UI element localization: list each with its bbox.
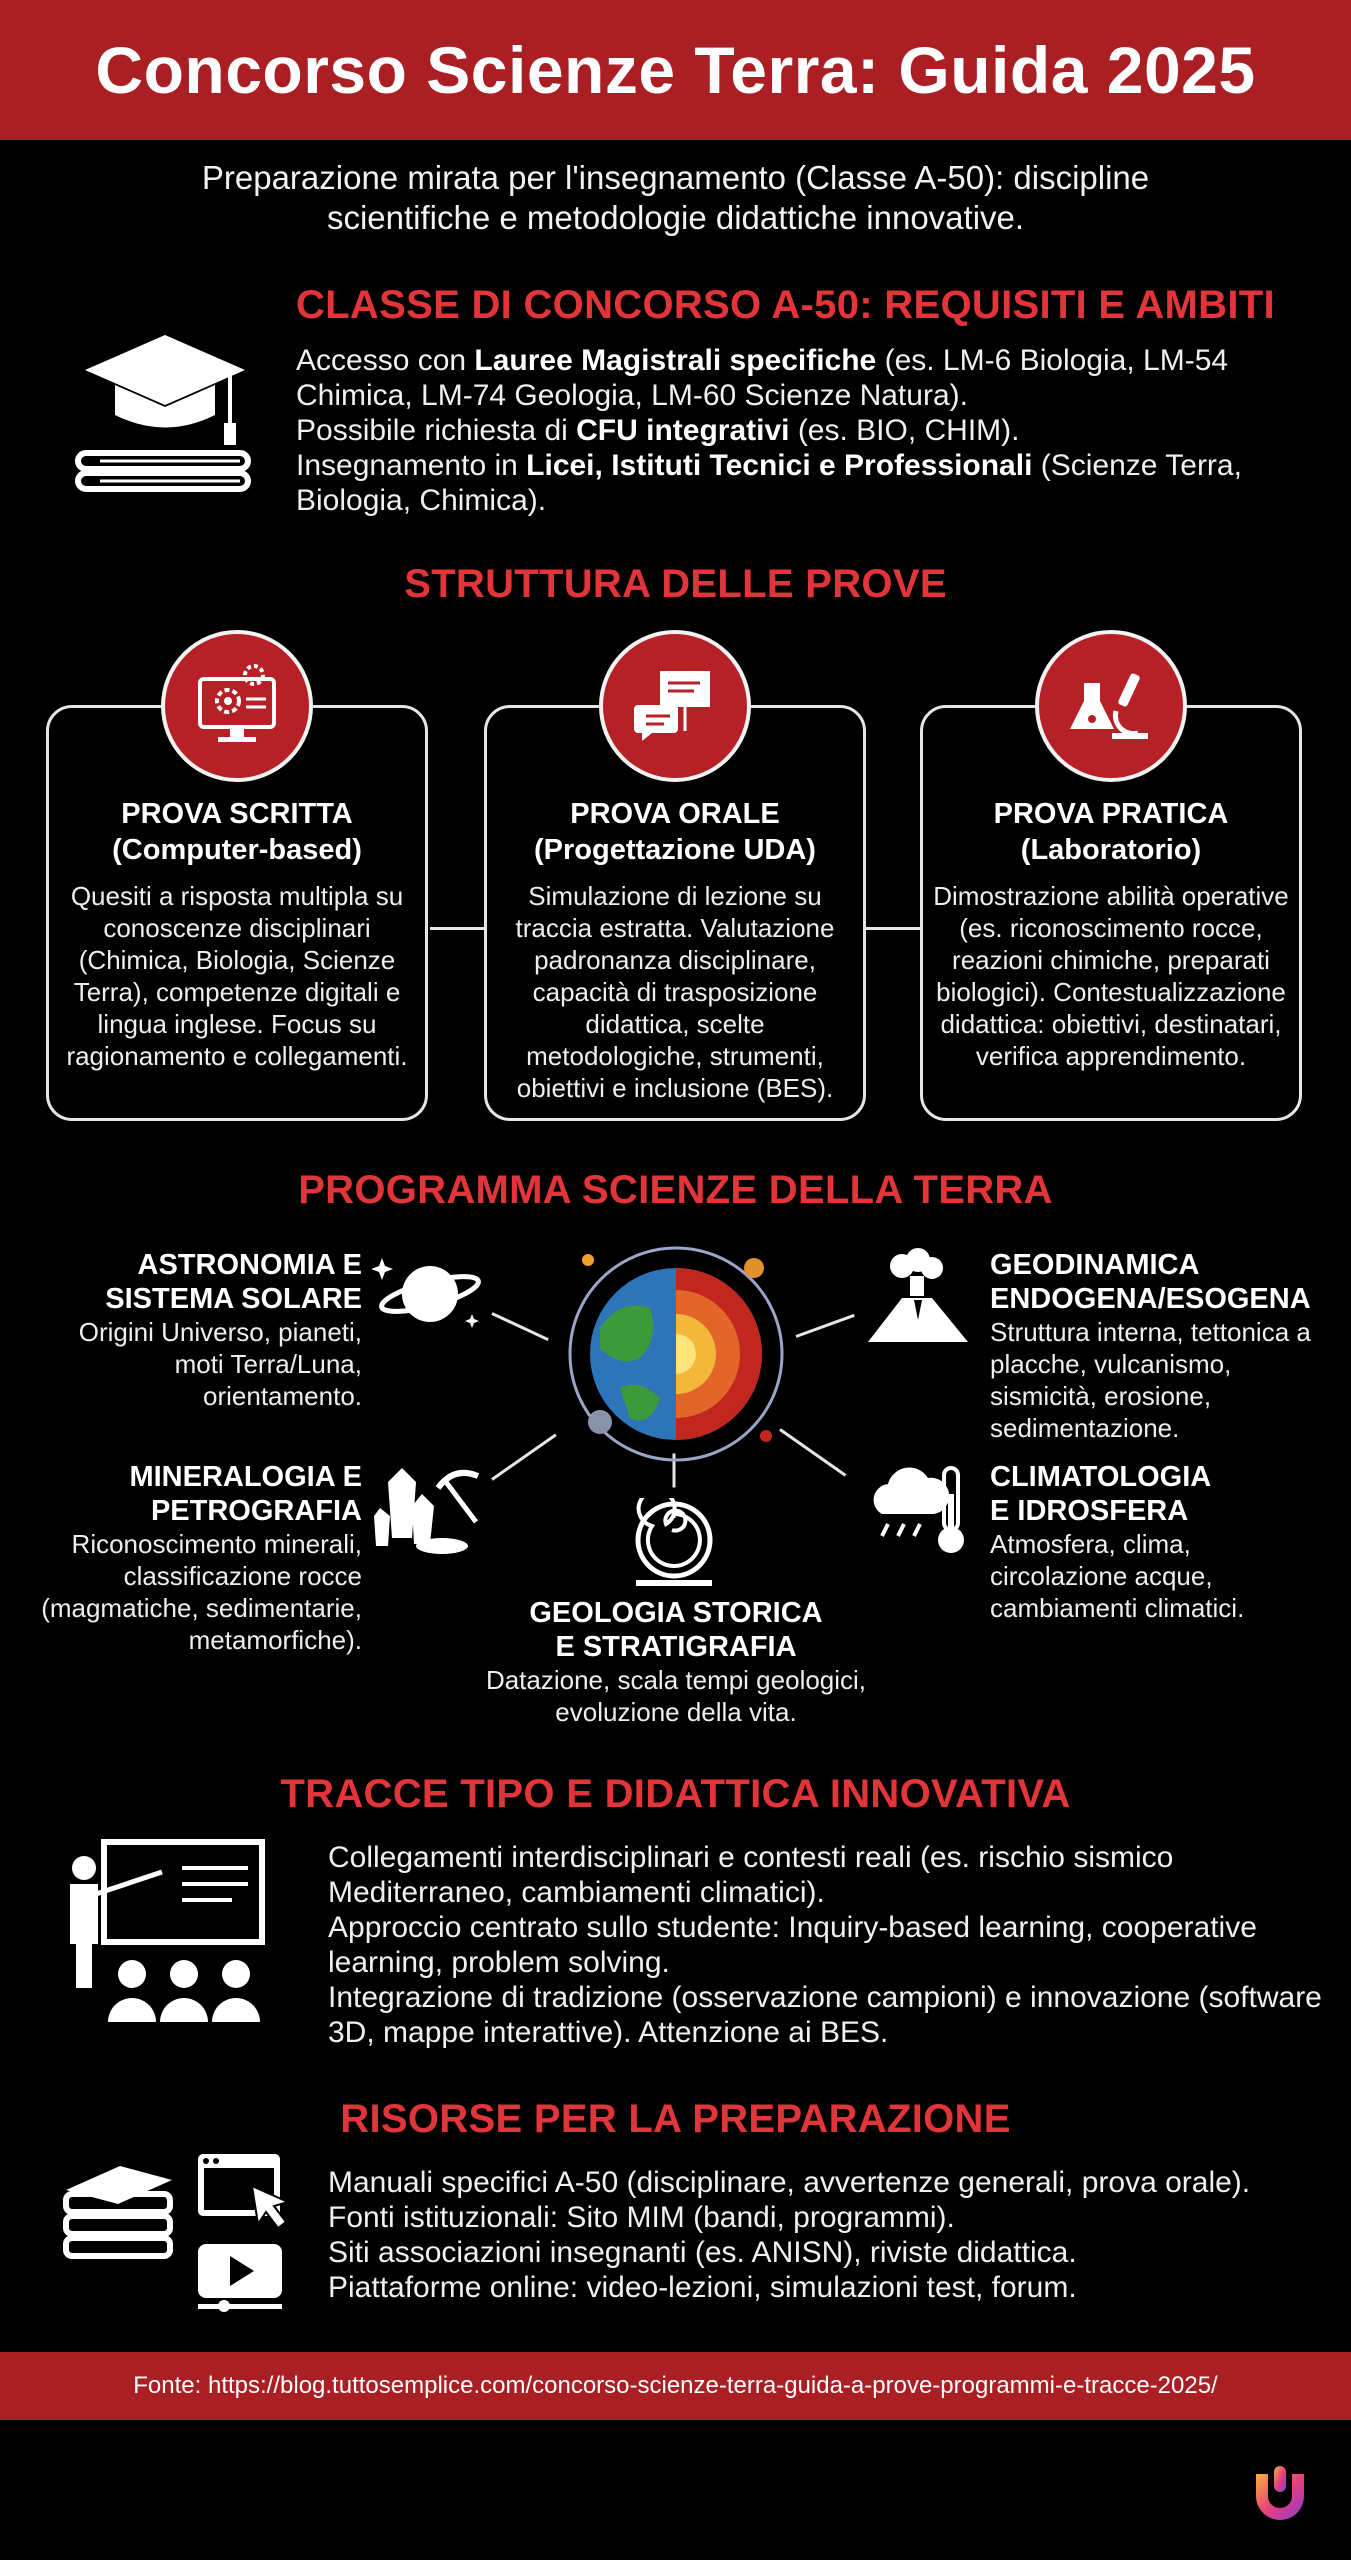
risorse-line: Siti associazioni insegnanti (es. ANISN), riviste didattica. <box>328 2236 1077 2269</box>
volcano-icon <box>862 1248 974 1348</box>
risorse-title: RISORSE PER LA PREPARAZIONE <box>340 2097 1011 2141</box>
connector-line <box>866 927 922 930</box>
requisiti-line: Insegnamento in Licei, Istituti Tecnici e Professionali (Scienze Terra, Biologia, Chimica). <box>296 449 1242 517</box>
connector-line <box>430 927 486 930</box>
spoke-line <box>491 1434 557 1481</box>
prova-pratica-card: PROVA PRATICA (Laboratorio) Dimostrazione abilità operative (es. riconoscimento rocce, reazioni chimiche, preparati biologici). Contestualizzazione didattica: obiettivi, destinatari, verifica apprendimento. <box>920 705 1302 1121</box>
header-banner <box>0 0 1351 140</box>
computer-gear-icon <box>161 630 313 782</box>
risorse-line: Manuali specifici A-50 (disciplinare, avvertenze generali, prova orale). <box>328 2166 1251 2199</box>
risorse-text <box>328 2165 1328 2305</box>
page-title: Concorso Scienze Terra: Guida 2025 <box>95 33 1256 107</box>
tracce-line: Collegamenti interdisciplinari e contesti reali (es. rischio sismico Mediterraneo, cambiamenti climatici). <box>328 1841 1174 1909</box>
browser-cursor-icon <box>196 2150 296 2232</box>
brand-logo-icon <box>1248 2462 1312 2526</box>
topic-geologia-storica: GEOLOGIA STORICA E STRATIGRAFIA Datazione, scala tempi geologici, evoluzione della vita. <box>485 1597 867 1727</box>
tracce-text <box>328 1840 1328 2050</box>
prova-scritta-card: PROVA SCRITTA (Computer-based) Quesiti a risposta multipla su conoscenze disciplinari (Chimica, Biologia, Scienze Terra), competenze digitali e lingua inglese. Focus su ragionamento e collegamenti. <box>46 705 428 1121</box>
crystal-pickaxe-icon <box>372 1458 490 1558</box>
microscope-flask-icon <box>1035 630 1187 782</box>
programma-title: PROGRAMMA SCIENZE DELLA TERRA <box>298 1168 1053 1212</box>
topic-mineralogia: MINERALOGIA E PETROGRAFIA Riconoscimento minerali, classificazione rocce (magmatiche, sedimentarie, metamorfiche). <box>41 1461 362 1655</box>
topic-astronomia: ASTRONOMIA E SISTEMA SOLARE Origini Universo, pianeti, moti Terra/Luna, orientamento. <box>78 1249 362 1411</box>
graduation-cap-books-icon <box>70 325 260 505</box>
tracce-line: Approccio centrato sullo studente: Inquiry-based learning, cooperative learning, problem solving. <box>328 1911 1257 1979</box>
risorse-line: Fonti istituzionali: Sito MIM (bandi, programmi). <box>328 2201 955 2234</box>
teacher-classroom-icon <box>62 1838 272 2028</box>
source-link-text: Fonte: https://blog.tuttosemplice.com/concorso-scienze-terra-guida-a-prove-programmi-e-tracce-2025/ <box>133 2372 1218 2399</box>
topic-climatologia: CLIMATOLOGIA E IDROSFERA Atmosfera, clima, circolazione acque, cambiamenti climatici. <box>990 1461 1245 1623</box>
tracce-line: Integrazione di tradizione (osservazione campioni) e innovazione (software 3D, mappe interattive). Attenzione ai BES. <box>328 1981 1322 2049</box>
spoke-line <box>795 1314 854 1338</box>
books-icon <box>60 2160 176 2260</box>
requisiti-line: Possibile richiesta di CFU integrativi (es. BIO, CHIM). <box>296 414 1020 447</box>
risorse-icons <box>60 2150 310 2320</box>
page-subtitle: Preparazione mirata per l'insegnamento (Classe A-50): discipline scientifiche e metodologie didattiche innovative. <box>201 159 1150 236</box>
topic-geodinamica: GEODINAMICA ENDOGENA/ESOGENA Struttura interna, tettonica a placche, vulcanismo, sismicità, erosione, sedimentazione. <box>990 1249 1311 1443</box>
requisiti-title: CLASSE DI CONCORSO A-50: REQUISITI E AMBITI <box>296 283 1275 327</box>
video-play-icon <box>196 2242 286 2314</box>
tracce-title: TRACCE TIPO E DIDATTICA INNOVATIVA <box>280 1772 1071 1816</box>
prova-orale-card: PROVA ORALE (Progettazione UDA) Simulazione di lezione su traccia estratta. Valutazione padronanza disciplinare, capacità di trasposizione didattica, scelte metodologiche, strumenti, obiettivi e inclusione (BES). <box>484 705 866 1121</box>
risorse-line: Piattaforme online: video-lezioni, simulazioni test, forum. <box>328 2271 1077 2304</box>
struttura-title: STRUTTURA DELLE PROVE <box>404 562 947 606</box>
earth-layers-icon <box>560 1238 792 1470</box>
spoke-line <box>491 1312 548 1341</box>
presentation-speech-icon <box>599 630 751 782</box>
requisiti-text <box>296 343 1336 518</box>
requisiti-line: Accesso con Lauree Magistrali specifiche (es. LM-6 Biologia, LM-54 Chimica, LM-74 Geologia, LM-60 Scienze Natura). <box>296 344 1229 412</box>
cloud-thermometer-icon <box>864 1458 974 1562</box>
planet-icon <box>372 1248 482 1334</box>
ammonite-fossil-icon <box>626 1498 722 1588</box>
footer-source <box>0 2352 1351 2420</box>
